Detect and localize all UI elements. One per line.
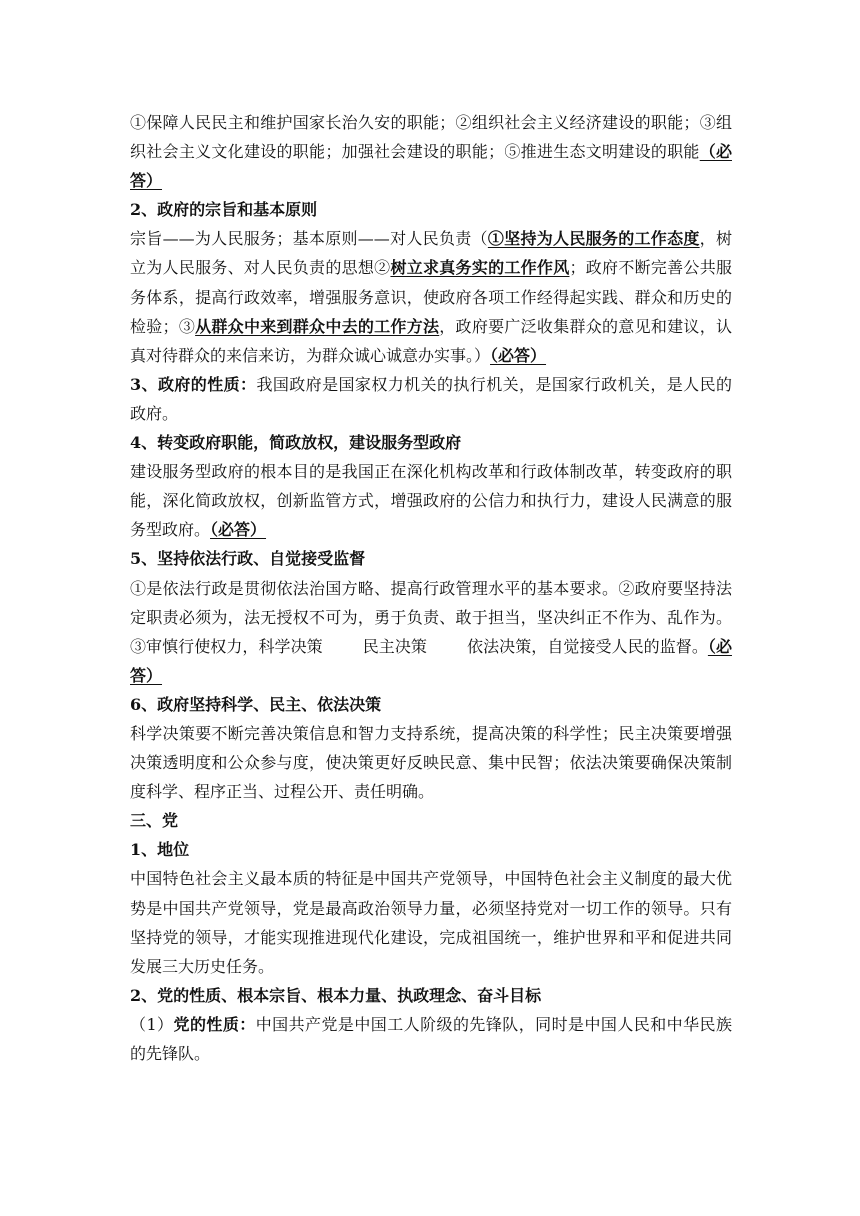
status-paragraph: 中国特色社会主义最本质的特征是中国共产党领导，中国特色社会主义制度的最大优势是中国共产党领导，党是最高政治领导力量，必须坚持党对一切工作的领导。只有坚持党的领导，才能实现推进现代化建设，完成祖国统一，维护世界和平和促进共同发展三大历史任务。 <box>130 869 732 976</box>
emphasis-work-style: 树立求真务实的工作作风 <box>390 258 570 278</box>
law-text-2: 民主决策 <box>362 636 427 656</box>
nature-paragraph <box>130 370 732 428</box>
heading-party-nature: 2、党的性质、根本宗旨、根本力量、执政理念、奋斗目标 <box>130 985 542 1005</box>
must-answer-tag: （必答） <box>210 520 267 540</box>
heading-decision-making: 6、政府坚持科学、民主、依法决策 <box>130 694 382 714</box>
emphasis-work-method: 从群众中来到群众中去的工作方法 <box>195 316 440 336</box>
must-answer-tag: （必答） <box>130 142 732 191</box>
service-government-paragraph <box>130 457 732 544</box>
purpose-paragraph <box>130 224 732 369</box>
law-text-3: 依法决策，自觉接受人民的监督。 <box>466 636 708 656</box>
heading-purpose-principle: 2、政府的宗旨和基本原则 <box>130 200 318 220</box>
functions-paragraph <box>130 108 732 195</box>
heading-service-government: 4、转变政府职能，简政放权，建设服务型政府 <box>130 433 462 453</box>
purpose-text-3: ；政府不断完善公共服务体系，提高行政效率，增强服务意识，使政府各项工作经得起实践、群众和历史的检验；③ <box>130 258 732 336</box>
party-nature-text: 中国共产党是中国工人阶级的先锋队，同时是中国人民和中华民族的先锋队。 <box>130 1014 732 1063</box>
item-number: （1） <box>130 1014 174 1034</box>
service-government-text: 建设服务型政府的根本目的是我国正在深化机构改革和行政体制改革，转变政府的职能，深化简政放权，创新监管方式，增强政府的公信力和执行力，建设人民满意的服务型政府。 <box>130 462 732 540</box>
section-heading-party: 三、党 <box>130 811 179 831</box>
must-answer-tag: （必答） <box>490 345 547 365</box>
purpose-text-4: ，政府要广泛收集群众的意见和建议，认真对待群众的来信来访，为群众诚心诚意办实事。） <box>130 316 732 365</box>
heading-law-administration: 5、坚持依法行政、自觉接受监督 <box>130 549 366 569</box>
law-administration-paragraph <box>130 574 732 690</box>
functions-text: ①保障人民民主和维护国家长治久安的职能；②组织社会主义经济建设的职能；③组织社会主义文化建设的职能；加强社会建设的职能；⑤推进生态文明建设的职能 <box>130 113 732 162</box>
law-text-1: ①是依法行政是贯彻依法治国方略、提高行政管理水平的基本要求。②政府要坚持法定职责必须为，法无授权不可为，勇于负责、敢于担当，坚决纠正不作为、乱作为。③审慎行使权力，科学决策 <box>130 578 732 656</box>
purpose-text-1: 宗旨——为人民服务；基本原则——对人民负责（ <box>130 229 488 249</box>
emphasis-work-attitude: ①坚持为人民服务的工作态度 <box>487 229 700 249</box>
must-answer-tag: （必答） <box>130 636 732 685</box>
heading-status: 1、地位 <box>130 840 190 860</box>
party-nature-paragraph <box>130 1010 732 1068</box>
decision-making-paragraph: 科学决策要不断完善决策信息和智力支持系统，提高决策的科学性；民主决策要增强决策透明度和公众参与度，使决策更好反映民意、集中民智；依法决策要确保决策制度科学、程序正当、过程公开、责任明确。 <box>130 723 732 802</box>
nature-text: 我国政府是国家权力机关的执行机关，是国家行政机关，是人民的政府。 <box>130 374 732 423</box>
party-nature-lead: 党的性质： <box>173 1014 256 1034</box>
nature-heading: 3、政府的性质： <box>130 374 257 394</box>
purpose-text-2: ，树立为人民服务、对人民负责的思想② <box>130 229 732 278</box>
